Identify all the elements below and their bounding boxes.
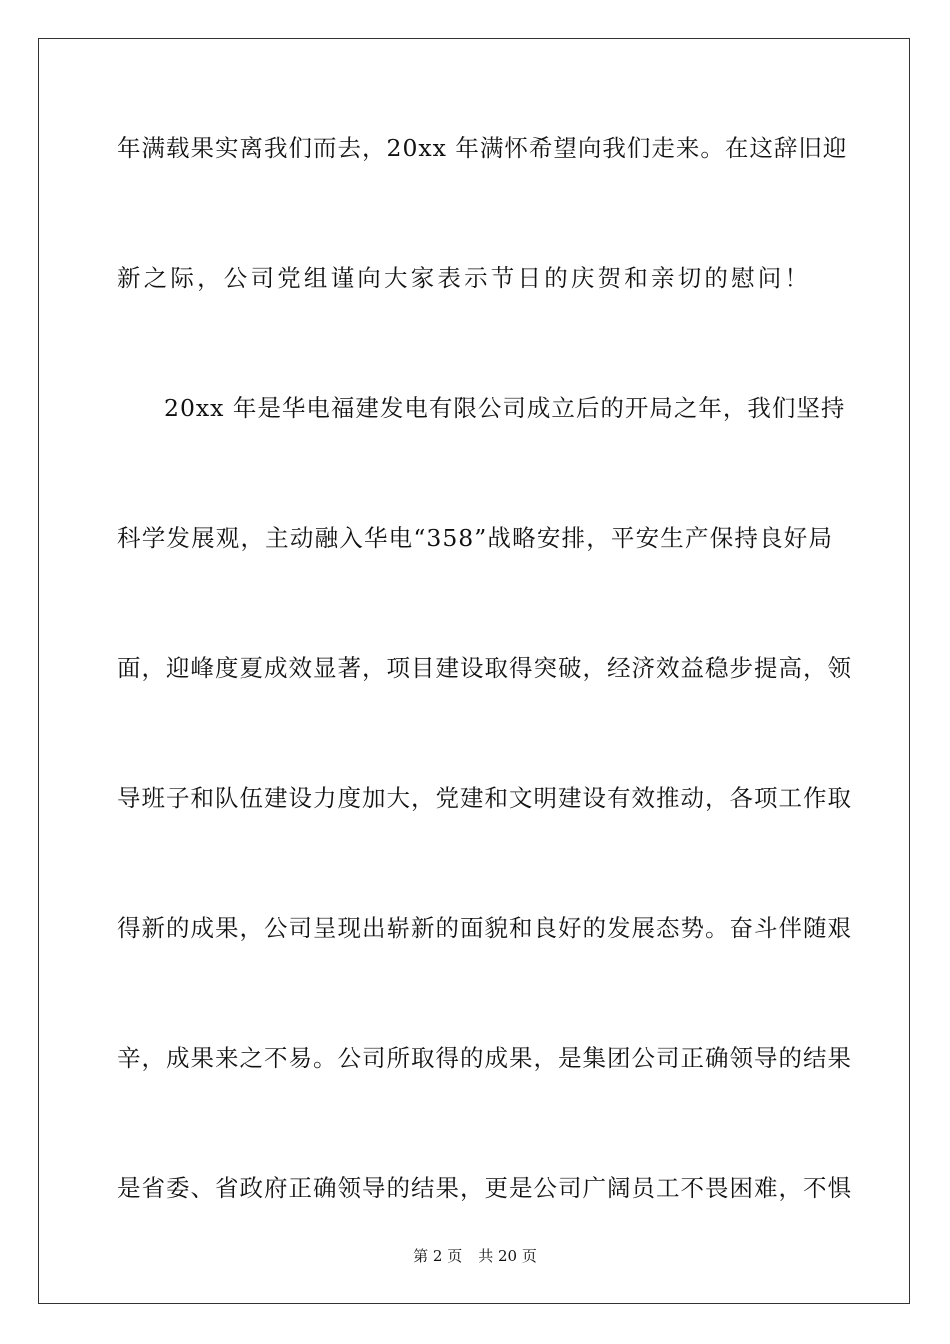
text-line: 辛，成果来之不易。公司所取得的成果，是集团公司正确领导的结果 xyxy=(117,1044,852,1072)
text-line: 是省委、省政府正确领导的结果，更是公司广阔员工不畏困难，不惧 xyxy=(117,1174,852,1202)
text-line: 得新的成果，公司呈现出崭新的面貌和良好的发展态势。奋斗伴随艰 xyxy=(117,914,852,942)
text-line: 导班子和队伍建设力度加大，党建和文明建设有效推动，各项工作取 xyxy=(117,784,852,812)
page-number: 第 2 页 xyxy=(413,1247,463,1265)
text-line: 新之际，公司党组谨向大家表示节日的庆贺和亲切的慰问！ xyxy=(117,264,812,292)
page-total: 共 20 页 xyxy=(478,1247,537,1265)
text-line: 面，迎峰度夏成效显著，项目建设取得突破，经济效益稳步提高，领 xyxy=(117,654,852,682)
page-footer xyxy=(0,1246,950,1266)
text-line: 科学发展观，主动融入华电“358”战略安排，平安生产保持良好局 xyxy=(117,524,833,552)
paragraph-first-line: 20xx 年是华电福建发电有限公司成立后的开局之年，我们坚持 xyxy=(164,394,846,422)
document-body xyxy=(117,128,852,1298)
text-line: 年满载果实离我们而去，20xx 年满怀希望向我们走来。在这辞旧迎 xyxy=(117,134,848,162)
